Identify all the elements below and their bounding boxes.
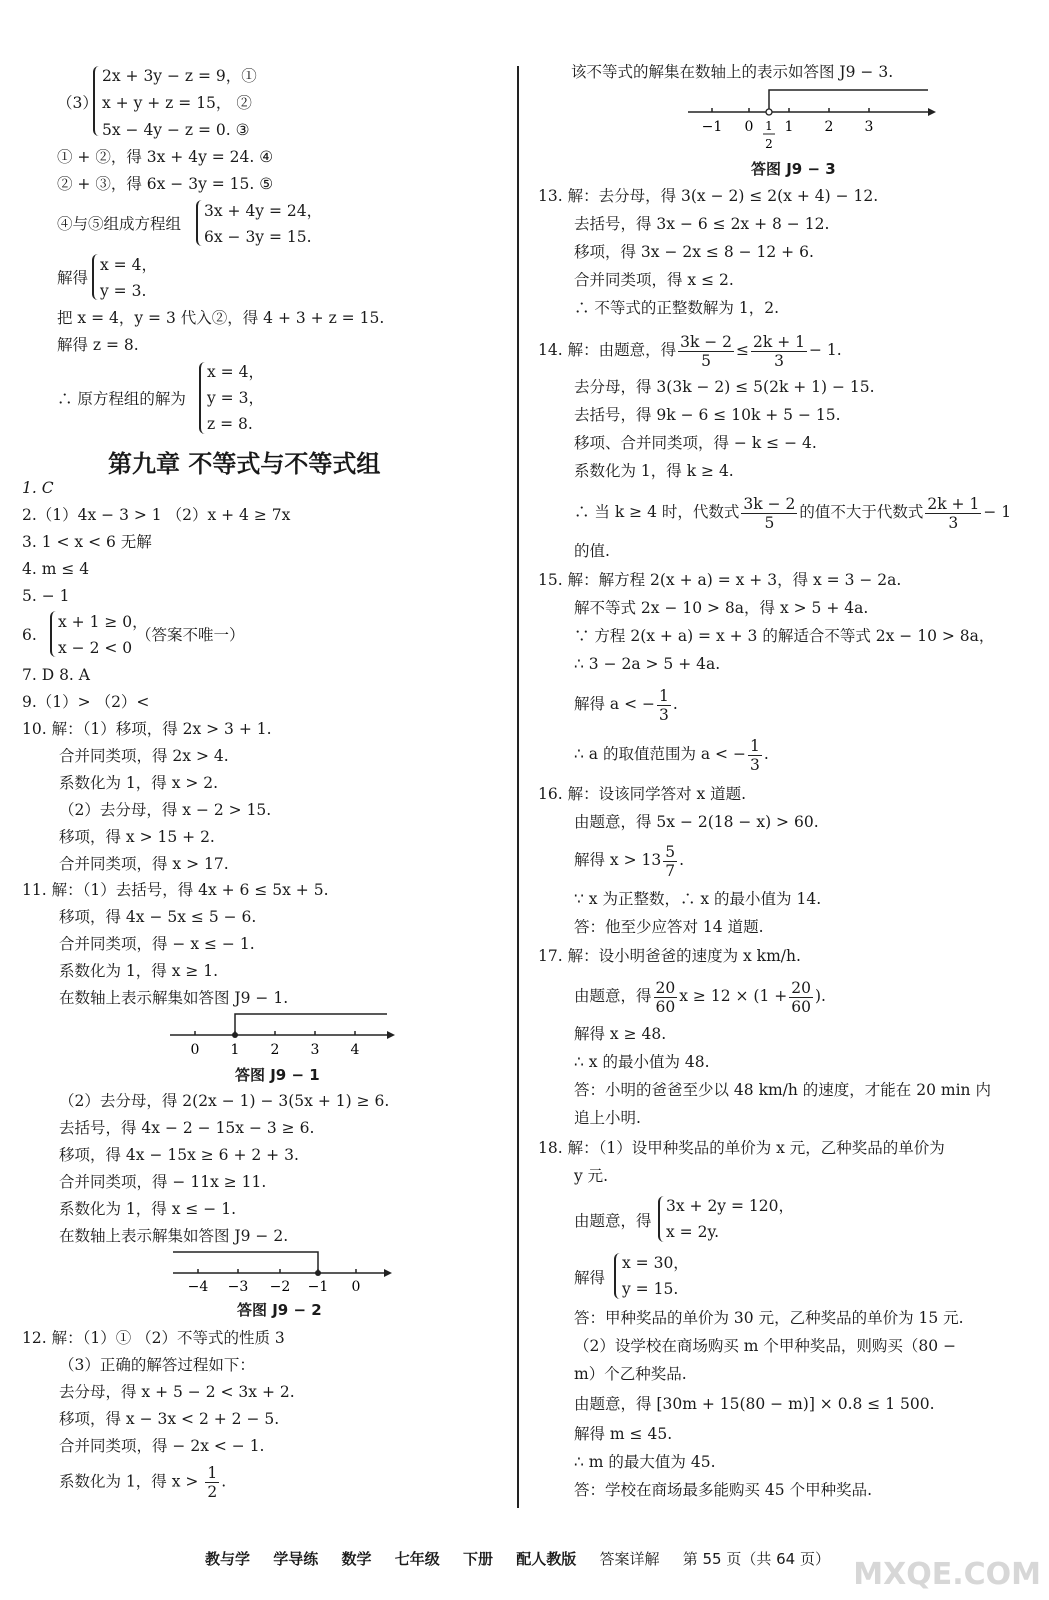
step-line: ④与⑤组成方程组 [57, 215, 182, 233]
tick-label: 4 [350, 1042, 360, 1058]
answer-line: （2）设学校在商场购买 m 个甲种奖品，则购买（80 − [574, 1337, 957, 1355]
tick-label: 0 [351, 1279, 361, 1294]
fraction: $\frac{3k - 2}{5}$ [743, 494, 796, 532]
system-brace [199, 362, 207, 434]
number-line-j9-1 [165, 1010, 395, 1060]
step-line: ② + ③，得 6x − 3y = 15. ⑤ [57, 175, 274, 193]
equation: y = 3. [100, 282, 147, 300]
equation: y = 15. [622, 1280, 679, 1298]
answer-line: 11. 解：（1）去括号，得 4x + 6 ≤ 5x + 5. [22, 881, 329, 899]
answer-line: 合并同类项，得 2x > 4. [59, 747, 229, 765]
answer-line: 答：小明的爸爸至少以 48 km/h 的速度，才能在 20 min 内 [574, 1081, 991, 1099]
solid-endpoint [232, 1032, 238, 1038]
footer-grade: 七年级 [394, 1550, 440, 1568]
system-brace [50, 611, 58, 657]
answer-item: 6. [22, 626, 37, 644]
figure-caption: 答图 J9 − 1 [235, 1066, 320, 1084]
step-line: 把 x = 4，y = 3 代入②，得 4 + 3 + z = 15. [57, 309, 385, 327]
step-line: ① + ②，得 3x + 4y = 24. ④ [57, 148, 274, 166]
answer-line: 移项、合并同类项，得 − k ≤ − 4. [574, 434, 817, 452]
answer-line: 合并同类项，得 − x ≤ − 1. [59, 935, 255, 953]
answer-line: 15. 解：解方程 2(x + a) = x + 3，得 x = 3 − 2a. [538, 571, 902, 589]
answer-line: 13. 解：去分母，得 3(x − 2) ≤ 2(x + 4) − 12. [538, 187, 879, 205]
footer-edition: 配人教版 [516, 1550, 577, 1568]
answer-line: 答：甲种奖品的单价为 30 元，乙种奖品的单价为 15 元. [574, 1309, 964, 1327]
fraction: $\frac{2k + 1}{3}$ [927, 494, 980, 532]
fraction: $\frac{1}{3}$ [659, 686, 669, 724]
equation: y = 3， [207, 389, 264, 407]
tick-label: 2 [824, 119, 834, 135]
answer-line: 17. 解：设小明爸爸的速度为 x km/h. [538, 947, 801, 965]
answer-item: 2.（1）4x − 3 > 1 （2）x + 4 ≥ 7x [22, 506, 291, 524]
answer-line: 12. 解：（1）① （2）不等式的性质 3 [22, 1329, 285, 1347]
tick-label: 1 [784, 119, 794, 135]
answer-line: 合并同类项，得 x > 17. [59, 855, 229, 873]
text: 系数化为 1，得 x > [59, 1472, 199, 1491]
answer-line: ∵ x 为正整数，∴ x 的最小值为 14. [574, 890, 822, 908]
tick-label: 2 [270, 1042, 280, 1058]
answer-line: （3）正确的解答过程如下： [59, 1356, 255, 1374]
step-line: 解得 [57, 269, 89, 287]
equation-3: 5x − 4y − z = 0. ③ [102, 121, 250, 139]
figure-caption: 答图 J9 − 2 [237, 1301, 322, 1319]
answer-line: 系数化为 1，得 x ≥ 1. [59, 962, 219, 980]
answer-line: 系数化为 1，得 k ≥ 4. [574, 462, 734, 480]
page-number: 第 55 页（共 64 页） [682, 1550, 830, 1568]
answer-line: ∴ 不等式的正整数解为 1，2. [574, 299, 780, 317]
fraction: $\frac{20}{60}$ [791, 978, 811, 1016]
step-line: ∴ 原方程组的解为 [57, 390, 186, 408]
answer-line: ∴ a 的取值范围为 a < − $\frac{1}{3}$ . [574, 736, 769, 774]
answer-line: 去括号，得 9k − 6 ≤ 10k + 5 − 15. [574, 406, 841, 424]
answer-line: 在数轴上表示解集如答图 J9 − 1. [59, 989, 289, 1007]
tick-label-half-num: 1 [765, 119, 773, 133]
equation: z = 8. [207, 415, 253, 433]
fraction: $\frac{20}{60}$ [655, 978, 676, 1016]
solution-ray [769, 90, 928, 112]
answer-line: 答：学校在商场最多能购买 45 个甲种奖品. [574, 1481, 873, 1499]
inequality: x − 2 < 0 [58, 639, 133, 657]
answer-line: 合并同类项，得 − 11x ≥ 11. [59, 1173, 267, 1191]
answer-line: 移项，得 x > 15 + 2. [59, 828, 215, 846]
answer-line: 移项，得 x − 3x < 2 + 2 − 5. [59, 1410, 280, 1428]
answer-line: 追上小明. [574, 1109, 641, 1127]
answer-line: 系数化为 1，得 x > 2. [59, 774, 219, 792]
answer-line: 答：他至少应答对 14 道题. [574, 918, 764, 936]
answer-line: 18. 解：（1）设甲种奖品的单价为 x 元，乙种奖品的单价为 [538, 1139, 945, 1157]
system-brace [196, 200, 204, 246]
system-brace [93, 66, 101, 136]
answer-line: ∴ x 的最小值为 48. [574, 1053, 710, 1071]
answer-line: 去括号，得 3x − 6 ≤ 2x + 8 − 12. [574, 215, 830, 233]
step-line: 解得 z = 8. [57, 336, 139, 354]
solid-endpoint [315, 1270, 321, 1276]
note: （答案不唯一） [136, 626, 245, 644]
answer-line: 的值. [574, 542, 610, 560]
tick-label: 3 [864, 119, 874, 135]
answer-line: 系数化为 1，得 x ≤ − 1. [59, 1200, 237, 1218]
answer-line: 解得 a < − $\frac{1}{3}$ . [574, 686, 678, 724]
answer-line: 去分母，得 x + 5 − 2 < 3x + 2. [59, 1383, 295, 1401]
answer-item: 5. − 1 [22, 587, 70, 605]
answer-line: 10. 解：（1）移项，得 2x > 3 + 1. [22, 720, 272, 738]
tick-label: 1 [230, 1042, 240, 1058]
equation: x = 4， [100, 256, 157, 274]
number-line-j9-2 [170, 1248, 392, 1294]
answer-item: 3. 1 < x < 6 无解 [22, 533, 152, 551]
answer-line: 系数化为 1，得 x > $\frac{1}{2}$ . [59, 1464, 227, 1501]
solution-ray [173, 1252, 318, 1273]
answer-line: 合并同类项，得 − 2x < − 1. [59, 1437, 265, 1455]
chapter-title: 第九章 不等式与不等式组 [108, 450, 381, 478]
tick-label: 0 [744, 119, 754, 135]
fraction: $\frac{1}{3}$ [749, 736, 760, 774]
tick-label-half-den: 2 [765, 137, 773, 151]
fraction: $\frac{2k + 1}{3}$ [753, 332, 806, 370]
tick-label: −2 [269, 1279, 291, 1294]
answer-line: 16. 解：设该同学答对 x 道题. [538, 785, 747, 803]
equation: 6x − 3y = 15. [204, 228, 312, 246]
answer-line: ∴ 当 k ≥ 4 时，代数式 $\frac{3k - 2}{5}$ 的值不大于代数式 $\frac{2k + 1}{3}$ − 1 [574, 494, 1012, 532]
system-label: （3） [57, 94, 98, 112]
watermark-text: MXQE.COM [853, 1557, 1041, 1592]
figure-caption: 答图 J9 − 3 [751, 160, 836, 178]
fraction: $\frac{3k - 2}{5}$ [680, 332, 733, 370]
answer-item: 1. C [22, 479, 54, 497]
page-footer [205, 1548, 848, 1569]
equation: 3x + 2y = 120， [666, 1197, 794, 1215]
equation-1: 2x + 3y − z = 9，① [102, 67, 257, 85]
fraction: $\frac{1}{2}$ [207, 1464, 218, 1501]
equation: x = 30， [622, 1254, 689, 1272]
answer-line: 由题意，得 [30m + 15(80 − m)] × 0.8 ≤ 1 500. [574, 1395, 935, 1413]
equation: x = 4， [207, 363, 264, 381]
footer-book: 教与学 [205, 1550, 251, 1568]
system-brace [92, 254, 100, 300]
open-endpoint [766, 109, 772, 115]
answer-line: 去分母，得 3(3k − 2) ≤ 5(2k + 1) − 15. [574, 378, 875, 396]
answer-line: 解得 x ≥ 48. [574, 1025, 667, 1043]
footer-subject: 数学 [341, 1550, 372, 1568]
column-divider [517, 66, 519, 1508]
answer-item: 4. m ≤ 4 [22, 560, 90, 578]
answer-item: 9.（1）> （2）< [22, 693, 150, 711]
answer-line: 由题意，得 [574, 1212, 652, 1230]
answer-line: y 元. [574, 1167, 609, 1185]
tick-label: 3 [310, 1042, 320, 1058]
system-brace [614, 1253, 622, 1299]
answer-line: ∵ 方程 2(x + a) = x + 3 的解适合不等式 2x − 10 > 8a， [574, 627, 995, 645]
footer-section: 答案详解 [599, 1550, 660, 1568]
answer-line: 在数轴上表示解集如答图 J9 − 2. [59, 1227, 289, 1245]
tick-label: −1 [701, 119, 723, 135]
answer-item: 7. D 8. A [22, 666, 90, 684]
tick-label: −1 [307, 1279, 329, 1294]
answer-line: （2）去分母，得 x − 2 > 15. [59, 801, 272, 819]
number-line-j9-3 [686, 86, 936, 154]
answer-line: 解得 [574, 1269, 606, 1287]
tick-label: −3 [227, 1279, 249, 1294]
answer-line: 移项，得 3x − 2x ≤ 8 − 12 + 6. [574, 243, 814, 261]
footer-series: 学导练 [273, 1550, 319, 1568]
equation-2: x + y + z = 15， ② [102, 94, 252, 112]
answer-line: 由题意，得 5x − 2(18 − x) > 60. [574, 813, 819, 831]
answer-line: ∴ m 的最大值为 45. [574, 1453, 716, 1471]
answer-line: 解不等式 2x − 10 > 8a，得 x > 5 + 4a. [574, 599, 869, 617]
answer-line: 解得 m ≤ 45. [574, 1425, 673, 1443]
footer-volume: 下册 [463, 1550, 494, 1568]
answer-line: 该不等式的解集在数轴上的表示如答图 J9 − 3. [571, 63, 894, 81]
solution-ray [235, 1014, 387, 1035]
answer-line: 解得 x > 13 $\frac{5}{7}$ . [574, 842, 685, 880]
fraction: $\frac{5}{7}$ [665, 842, 676, 880]
answer-line: 移项，得 4x − 5x ≤ 5 − 6. [59, 908, 257, 926]
system-brace [658, 1196, 666, 1242]
answer-line: 移项，得 4x − 15x ≥ 6 + 2 + 3. [59, 1146, 299, 1164]
watermark-logo [853, 1557, 1041, 1592]
tick-label: −4 [187, 1279, 209, 1294]
answer-line: （2）去分母，得 2(2x − 1) − 3(5x + 1) ≥ 6. [59, 1092, 390, 1110]
equation: 3x + 4y = 24， [204, 202, 323, 220]
tick-label: 0 [190, 1042, 200, 1058]
answer-line: 由题意，得 $\frac{20}{60}$ x ≥ 12 × (1 + $\frac{20}{60}$ ). [574, 978, 826, 1016]
answer-line: 14. 解：由题意，得 $\frac{3k - 2}{5}$ ≤ $\frac{2k + 1}{3}$ − 1. [538, 332, 842, 370]
answer-line: m）个乙种奖品. [574, 1365, 687, 1383]
answer-line: 合并同类项，得 x ≤ 2. [574, 271, 734, 289]
answer-line: 去括号，得 4x − 2 − 15x − 3 ≥ 6. [59, 1119, 315, 1137]
inequality: x + 1 ≥ 0， [58, 613, 148, 631]
equation: x = 2y. [666, 1223, 720, 1241]
answer-line: ∴ 3 − 2a > 5 + 4a. [574, 655, 721, 673]
